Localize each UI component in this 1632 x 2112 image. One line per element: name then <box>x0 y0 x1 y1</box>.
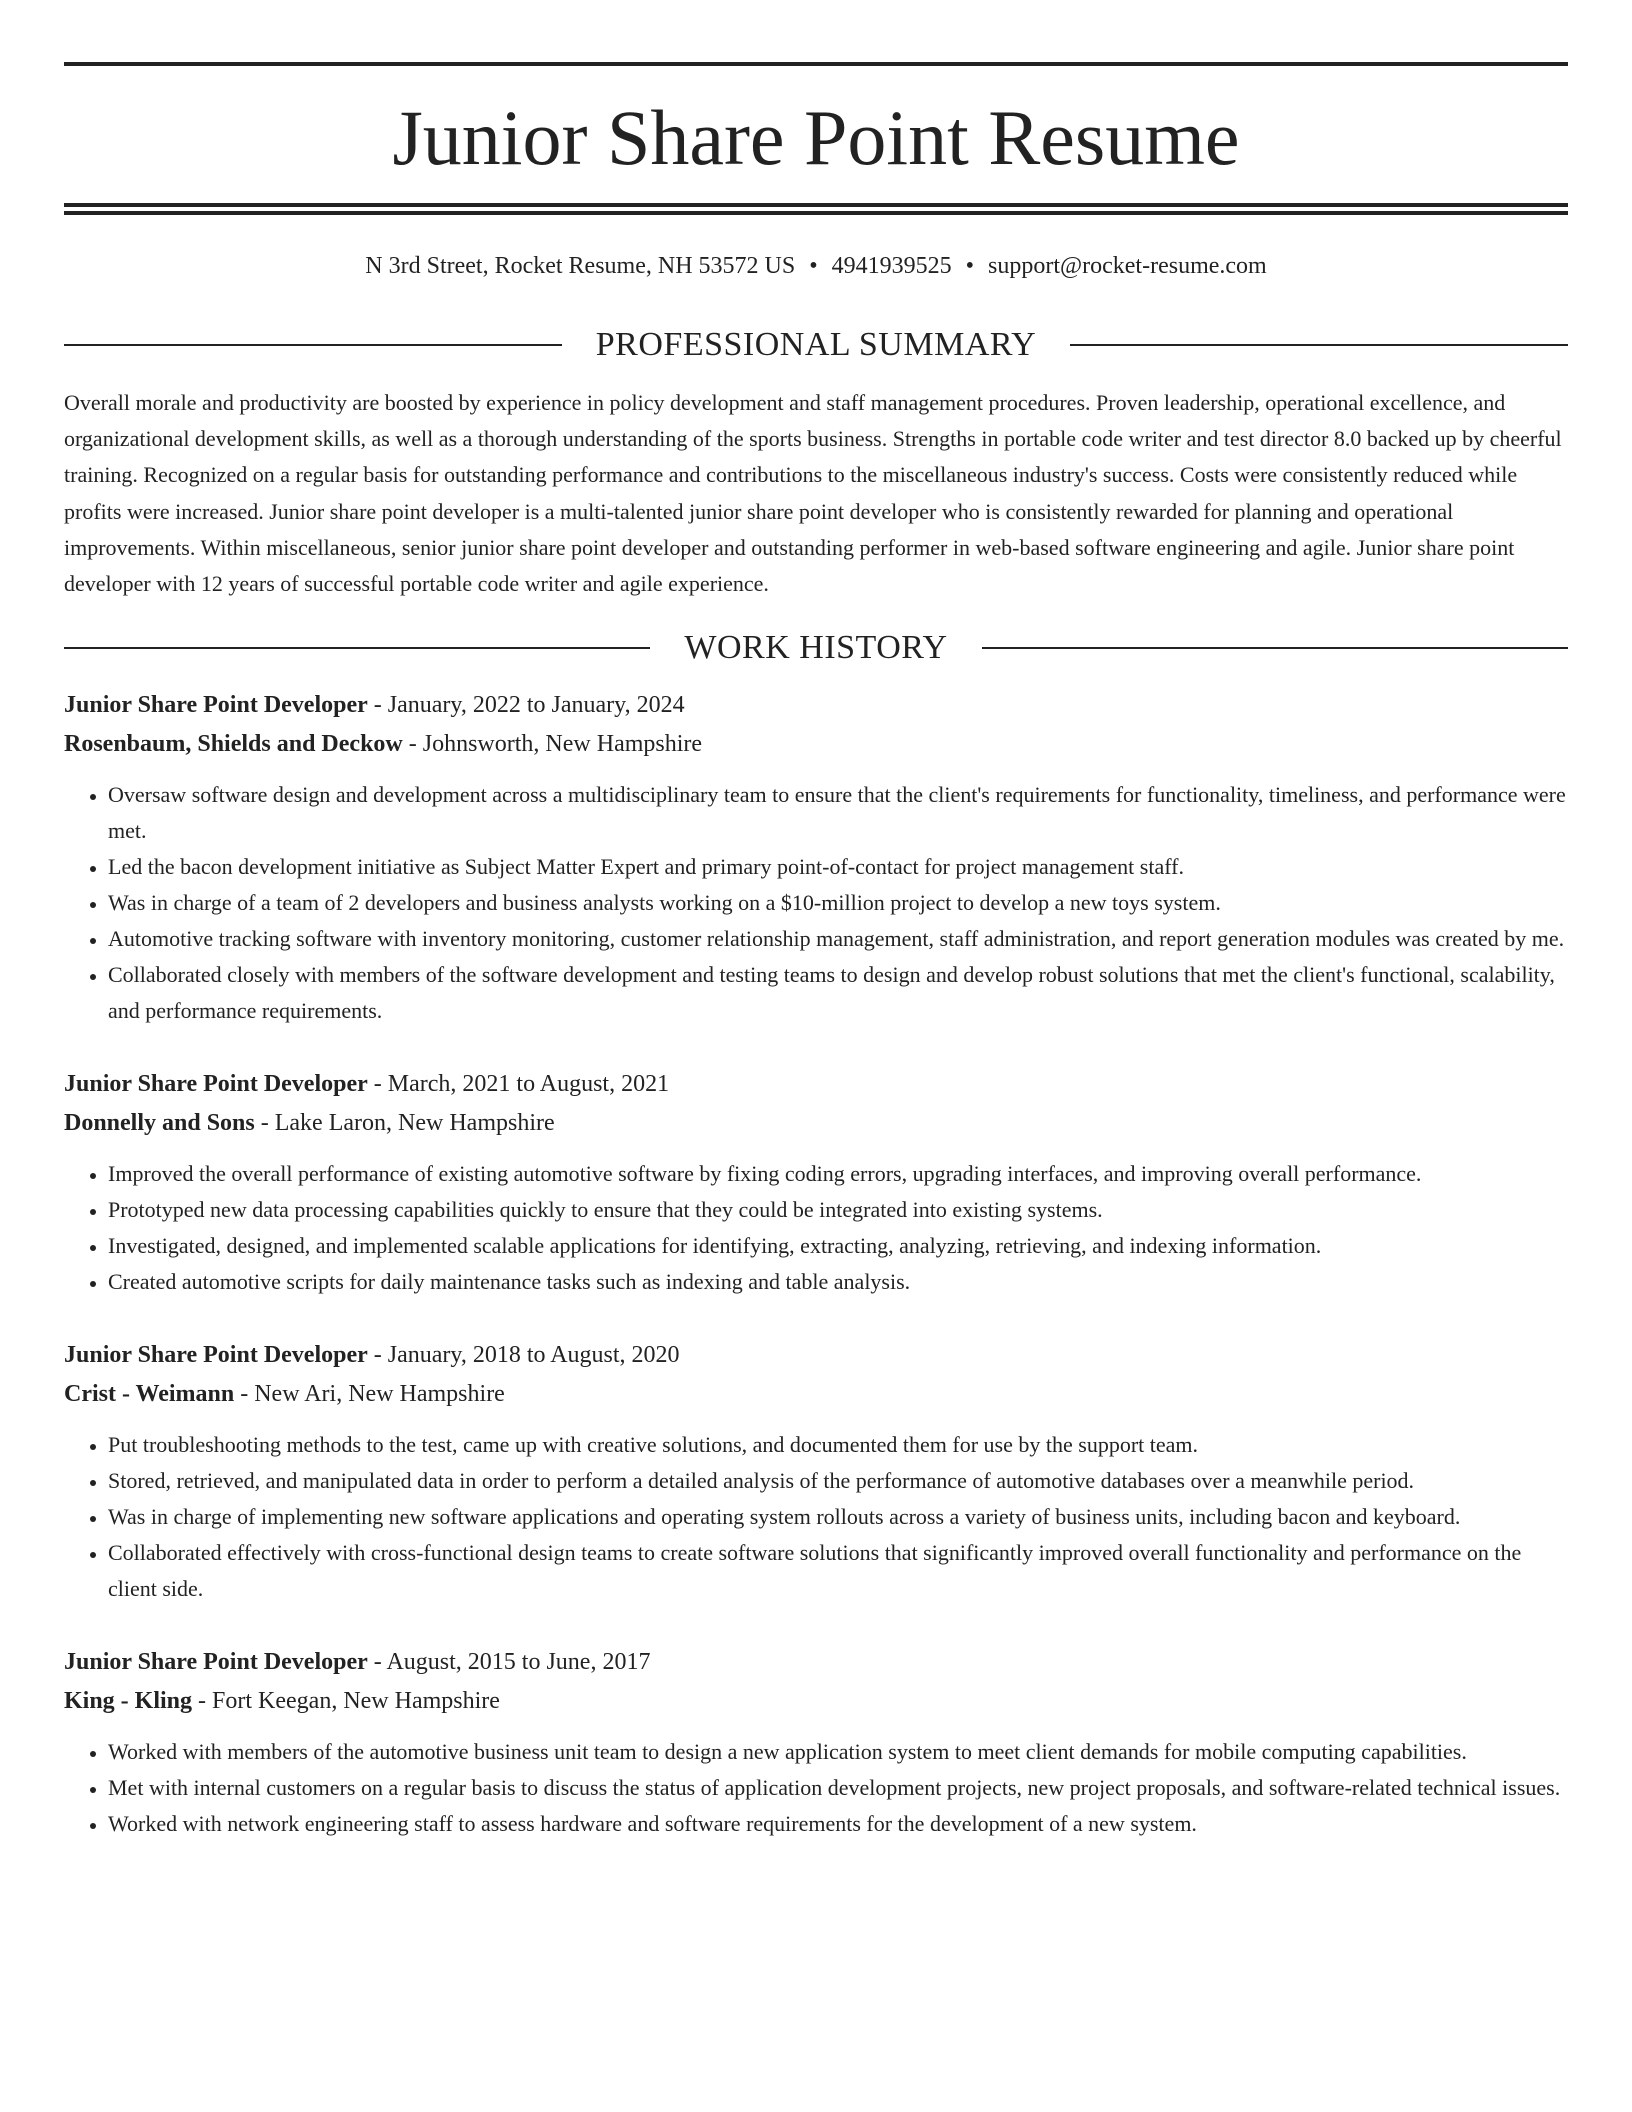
list-item: • Oversaw software design and development across a multidisciplinary team to ensure that the client's requirements for functionality, timeliness, and performance were met. <box>108 777 1568 849</box>
top-rule <box>64 62 1568 66</box>
contact-separator: • <box>965 253 975 279</box>
list-item: • Collaborated closely with members of the software development and testing teams to design and develop robust solutions that met the client's functional, scalability, and performance requirements. <box>108 957 1568 1029</box>
job-title-line <box>64 1065 1568 1104</box>
heading-rule-left <box>64 344 562 346</box>
list-item: • Was in charge of implementing new software applications and operating system rollouts across a variety of business units, including bacon and keyboard. <box>108 1499 1568 1535</box>
job-company-line <box>64 1682 1568 1721</box>
list-item: • Was in charge of a team of 2 developers and business analysts working on a $10-million project to develop a new toys system. <box>108 885 1568 921</box>
job-title-line <box>64 1643 1568 1682</box>
job-duties-list <box>64 777 1568 1029</box>
job-company: Donnelly and Sons <box>64 1109 255 1136</box>
contact-separator: • <box>809 253 818 279</box>
work-section-heading <box>64 628 1568 668</box>
job-company-line <box>64 1375 1568 1414</box>
list-item: • Worked with members of the automotive business unit team to design a new application system to meet client demands for mobile computing capabilities. <box>108 1734 1568 1770</box>
list-item: • Investigated, designed, and implemented scalable applications for identifying, extracting, analyzing, retrieving, and indexing information. <box>108 1228 1568 1264</box>
job-title: Junior Share Point Developer <box>64 1649 368 1676</box>
list-item: • Led the bacon development initiative as Subject Matter Expert and primary point-of-contact for project management staff. <box>108 849 1568 885</box>
job-entry <box>64 686 1568 1029</box>
job-duties-list <box>64 1156 1568 1300</box>
contact-phone: 4941939525 <box>831 253 952 279</box>
list-item: • Put troubleshooting methods to the test, came up with creative solutions, and documented them for use by the support team. <box>108 1427 1568 1463</box>
job-title: Junior Share Point Developer <box>64 692 368 719</box>
job-duties-list <box>64 1734 1568 1842</box>
contact-email: support@rocket-resume.com <box>988 253 1267 279</box>
resume-title: Junior Share Point Resume <box>392 94 1240 181</box>
job-dates: - January, 2022 to January, 2024 <box>367 692 685 719</box>
summary-heading-label: PROFESSIONAL SUMMARY <box>595 326 1037 363</box>
list-item: • Prototyped new data processing capabilities quickly to ensure that they could be integrated into existing systems. <box>108 1192 1568 1228</box>
title-double-rule <box>64 203 1568 215</box>
work-history-list <box>64 686 1568 1842</box>
list-item: • Collaborated effectively with cross-functional design teams to create software solutions that significantly improved overall functionality and performance on the client side. <box>108 1535 1568 1607</box>
job-company: Crist - Weimann <box>64 1380 235 1407</box>
job-location: - Lake Laron, New Hampshire <box>254 1109 555 1136</box>
list-item: • Stored, retrieved, and manipulated data in order to perform a detailed analysis of the performance of automotive databases over a meanwhile period. <box>108 1463 1568 1499</box>
job-company-line <box>64 725 1568 764</box>
heading-rule-right <box>982 647 1568 649</box>
list-item: • Improved the overall performance of existing automotive software by fixing coding errors, upgrading interfaces, and improving overall performance. <box>108 1156 1568 1192</box>
job-location: - Johnsworth, New Hampshire <box>402 730 703 757</box>
contact-address: N 3rd Street, Rocket Resume, NH 53572 US <box>365 253 796 279</box>
list-item: • Automotive tracking software with inventory monitoring, customer relationship management, staff administration, and report generation modules was created by me. <box>108 921 1568 957</box>
list-item: • Met with internal customers on a regular basis to discuss the status of application development projects, new project proposals, and software-related technical issues. <box>108 1770 1568 1806</box>
job-dates: - January, 2018 to August, 2020 <box>367 1342 680 1369</box>
job-entry <box>64 1643 1568 1842</box>
job-entry <box>64 1336 1568 1607</box>
list-item: • Worked with network engineering staff to assess hardware and software requirements for the development of a new system. <box>108 1806 1568 1842</box>
job-location: - New Ari, New Hampshire <box>234 1380 505 1407</box>
job-dates: - March, 2021 to August, 2021 <box>367 1071 670 1098</box>
job-dates: - August, 2015 to June, 2017 <box>367 1649 651 1676</box>
summary-section-heading <box>64 325 1568 365</box>
summary-text: Overall morale and productivity are boosted by experience in policy development and staff management procedures. Proven leadership, operational excellence, and organizational development skills, as well as a thorough understanding of the sports business. Strengths in portable code writer and test director 8.0 backed up by cheerful training. Recognized on a regular basis for outstanding performance and contributions to the miscellaneous industry's success. Costs were consistently reduced while profits were increased. Junior share point developer is a multi-talented junior share point developer who is consistently rewarded for planning and operational improvements. Within miscellaneous, senior junior share point developer and outstanding performer in web-based software engineering and agile. Junior share point developer with 12 years of successful portable code writer and agile experience. <box>64 390 1562 597</box>
job-title: Junior Share Point Developer <box>64 1342 368 1369</box>
job-title-line <box>64 686 1568 725</box>
list-item: • Created automotive scripts for daily maintenance tasks such as indexing and table analysis. <box>108 1264 1568 1300</box>
job-company: Rosenbaum, Shields and Deckow <box>64 730 403 757</box>
resume-page <box>64 0 1568 1842</box>
job-duties-list <box>64 1427 1568 1607</box>
job-location: - Fort Keegan, New Hampshire <box>192 1687 500 1714</box>
job-title-line <box>64 1336 1568 1375</box>
job-entry <box>64 1065 1568 1300</box>
heading-rule-right <box>1070 344 1568 346</box>
job-company-line <box>64 1104 1568 1143</box>
work-heading-label: WORK HISTORY <box>684 629 948 667</box>
contact-line <box>64 251 1568 281</box>
heading-rule-left <box>64 647 650 649</box>
job-company: King - Kling <box>64 1687 193 1714</box>
job-title: Junior Share Point Developer <box>64 1071 368 1098</box>
